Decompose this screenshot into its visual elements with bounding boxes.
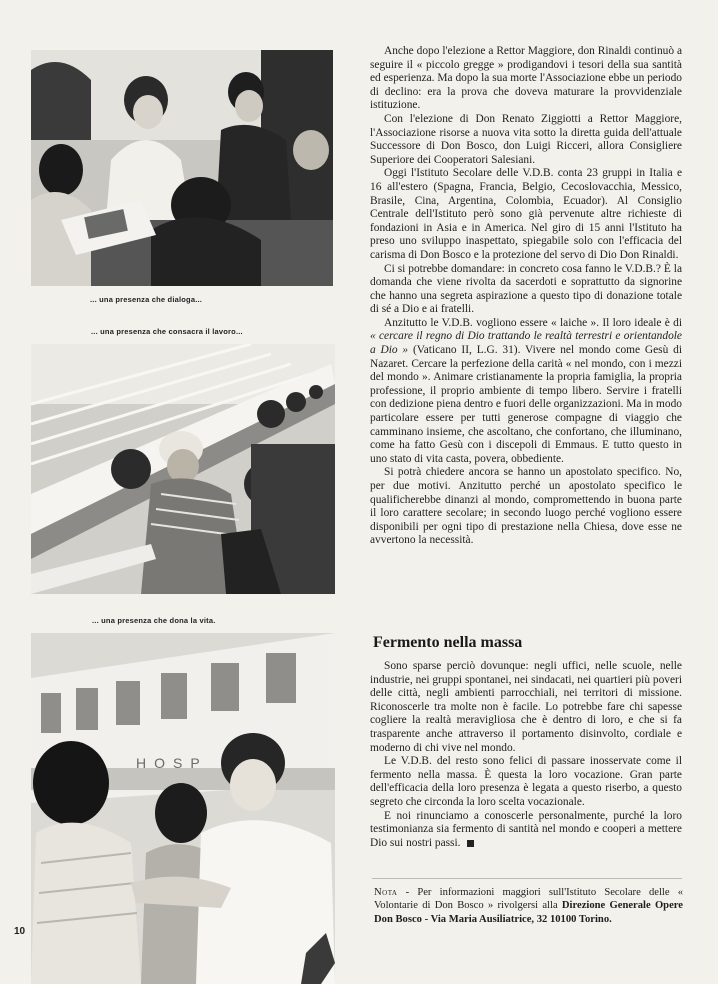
paragraph: Sono sparse perciò dovunque: negli uffici, nelle scuole, nelle industrie, nei gruppi spontanei, nei sindacati, nei quartieri più poveri delle città, negli ambienti parrocchiali, nei territori di missione. Riconoscerle tra molte non è facile. Lo potrebbe fare chi sapesse cogliere la realtà meravigliosa che è dentro di loro, e che si fa trasparente anche attraverso il portamento disinvolto, cordiale e moderno di chi vive nel mondo. [370, 660, 682, 754]
photo-textile-worker [31, 344, 335, 594]
caption-work: ... una presenza che consacra il lavoro... [91, 327, 243, 336]
paragraph: Con l'elezione di Don Renato Ziggiotti a Rettor Maggiore, l'Associazione risorse a nuova vita sotto la diretta guida dell'attuale Successore di Don Bosco, don Luigi Ricceri, allora Consigliere Superiore dei Cooperatori Salesiani. [370, 112, 682, 166]
paragraph: Anche dopo l'elezione a Rettor Maggiore, don Rinaldi continuò a seguire il « piccolo gregge » prodigandovi i tesori della sua santità ed esperienza. Ma dopo la sua morte l'Associazione ebbe un periodo di declino: era la prova che doveva maturare la provvidenziale istituzione. [370, 45, 682, 112]
footnote-text: - Per informazioni maggiori sull'Istituto Secolare delle « Volontarie di Don Bosco » rivolgersi alla [374, 887, 683, 912]
divider [372, 878, 682, 879]
article-column-section [370, 660, 682, 850]
paragraph-text: E noi rinunciamo a conoscerle personalmente, purché la loro testimonianza sia fermento di santità nel mondo e cooperi a mettere Dio sui nostri passi. [370, 809, 682, 849]
paragraph [370, 317, 682, 467]
page-number: 10 [14, 926, 26, 937]
paragraph [370, 810, 682, 851]
footnote-label: Nota [374, 887, 398, 898]
paragraph: Ci si potrebbe domandare: in concreto cosa fanno le V.D.B.? È la domanda che viene rivolta da sacerdoti e soprattutto da signorine che hanno una segreta aspirazione a questo tipo di donazione totale di sé a Dio e ai fratelli. [370, 262, 682, 316]
paragraph-text: (Vaticano II, L.G. 31). Vivere nel mondo come Gesù di Nazaret. Cercare la perfezione della carità « nel mondo, con i mezzi del mondo ». Animare cristianamente la propria famiglia, la propria professione, il proprio ambiente di tempo libero. Servire i fratelli con dedizione piena dentro e fuori delle organizzazioni. Ma in modo particolare essere per tutti generose compagne di viaggio che camminano insieme, che ascoltano, che confortano, che illuminano, come ha fatto Gesù con i discepoli di Emmaus. E tutto questo in uno stato di vita casta, povera, obbediente. [370, 344, 682, 465]
paragraph: Si potrà chiedere ancora se hanno un apostolato specifico. No, per due motivi. Anzitutto perché un apostolato specifico le qualificherebbe dinanzi al mondo, compromettendo in buona parte il loro carattere secolare; in secondo luogo perché vogliono essere disponibili per ogni tipo di prestazione nella Chiesa, dove esse ne avvertono la necessità. [370, 466, 682, 547]
paragraph: Oggi l'Istituto Secolare delle V.D.B. conta 23 gruppi in Italia e 16 all'estero (Spagna, Francia, Belgio, Cecoslovacchia, Messico, Brasile, Cina, Argentina, Colombia, Ecuador). Al Consiglio Centrale dell'Istituto però sono già pervenute altre richieste di fondazioni in Asia e in America. Nel giro di 15 anni l'Istituto ha preso uno sviluppo inaspettato, spiegabile solo con l'efficacia del carisma di Don Bosco e la protezione del servo di Dio Don Rinaldi. [370, 167, 682, 261]
paragraph-text: Anzitutto le V.D.B. vogliono essere « laiche ». Il loro ideale è di [384, 316, 682, 329]
end-mark-icon [467, 840, 474, 847]
footnote [374, 886, 683, 926]
caption-life: ... una presenza che dona la vita. [92, 616, 216, 625]
footnote-address: Direzione Generale Opere Don Bosco - Via Maria Ausiliatrice, 32 10100 Torino. [374, 900, 683, 925]
hospital-sign-text: HOSP [136, 755, 208, 771]
photo-nurse-children [31, 633, 335, 984]
paragraph: Le V.D.B. del resto sono felici di passare inosservate come il fermento nella massa. È questa la loro vocazione. Gran parte dell'efficacia della loro presenza è legata a questo riserbo, a questo segreto che circonda la loro scelta vocazionale. [370, 755, 682, 808]
vatican-quote: « cercare il regno di Dio trattando le realtà terrestri e orientandole a Dio » [370, 330, 682, 357]
article-column [370, 45, 682, 548]
section-heading: Fermento nella massa [373, 634, 523, 651]
caption-dialogue: ... una presenza che dialoga... [90, 295, 203, 304]
photo-group-dialogue [31, 50, 333, 286]
